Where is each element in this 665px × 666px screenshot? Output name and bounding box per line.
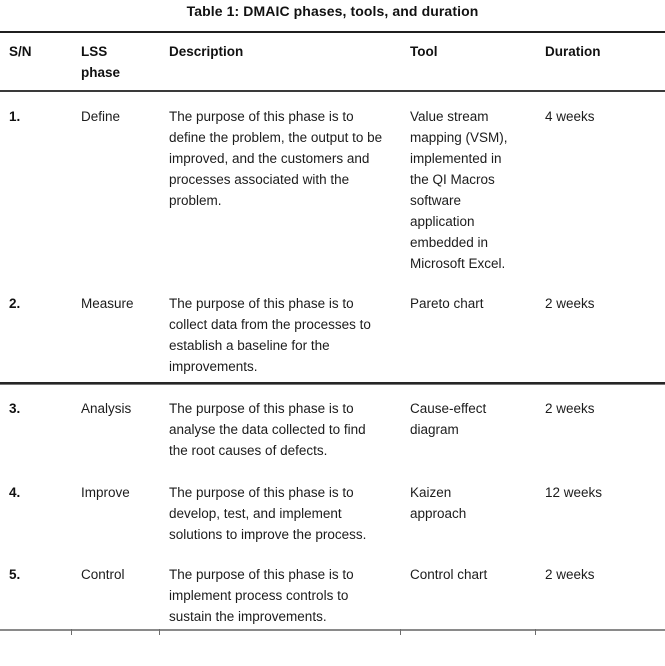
tool-text: Cause-effect diagram bbox=[410, 401, 487, 437]
description-text: The purpose of this phase is to define the problem, the output to be improved, and the customers and processes associated with the problem. bbox=[169, 109, 383, 208]
cell-duration: 2 weeks bbox=[545, 401, 595, 416]
table-bottom-rule bbox=[0, 629, 665, 631]
cell-description bbox=[160, 482, 392, 545]
tool-text: Value stream mapping (VSM), implemented in the QI Macros software application embedded in Microsoft Excel. bbox=[410, 109, 508, 271]
cell-sn: 1. bbox=[9, 109, 21, 124]
tool-text: Pareto chart bbox=[410, 296, 484, 311]
description-text: The purpose of this phase is to develop, test, and implement solutions to improve the process. bbox=[169, 485, 367, 542]
cell-description bbox=[160, 398, 392, 461]
cell-phase: Measure bbox=[81, 296, 134, 311]
table-row-measure bbox=[0, 293, 665, 382]
header-cell-duration bbox=[536, 41, 665, 83]
cell-description bbox=[160, 106, 392, 274]
header-cell-lss-phase bbox=[72, 41, 160, 83]
cell-duration: 2 weeks bbox=[545, 567, 595, 582]
cell-duration: 4 weeks bbox=[545, 109, 595, 124]
header-cell-tool bbox=[401, 41, 536, 83]
cell-tool bbox=[401, 398, 536, 461]
column-tick bbox=[400, 629, 401, 635]
table-header-row bbox=[0, 31, 665, 92]
description-text: The purpose of this phase is to implement process controls to sustain the improvements. bbox=[169, 567, 354, 624]
cell-tool bbox=[401, 482, 536, 545]
cell-description bbox=[160, 564, 392, 627]
cell-phase: Analysis bbox=[81, 401, 132, 416]
header-label-duration: Duration bbox=[545, 44, 601, 59]
cell-description bbox=[160, 293, 392, 377]
table-caption: Table 1: DMAIC phases, tools, and duration bbox=[186, 3, 479, 19]
header-label-lss-phase: LSS phase bbox=[81, 44, 121, 80]
header-label-sn: S/N bbox=[9, 44, 32, 59]
cell-phase: Control bbox=[81, 567, 125, 582]
cell-duration: 2 weeks bbox=[545, 296, 595, 311]
description-text: The purpose of this phase is to collect data from the processes to establish a baseline for the improvements. bbox=[169, 296, 371, 374]
column-tick bbox=[159, 629, 160, 635]
header-label-tool: Tool bbox=[410, 44, 438, 59]
column-tick bbox=[71, 629, 72, 635]
header-cell-sn bbox=[0, 41, 72, 83]
table-row-define bbox=[0, 92, 665, 293]
cell-sn: 3. bbox=[9, 401, 21, 416]
cell-duration: 12 weeks bbox=[545, 485, 603, 500]
table-row-control bbox=[0, 564, 665, 629]
description-text: The purpose of this phase is to analyse the data collected to find the root causes of defects. bbox=[169, 401, 366, 458]
cell-tool bbox=[401, 293, 536, 377]
tool-text: Kaizen approach bbox=[410, 485, 467, 521]
header-cell-description bbox=[160, 41, 401, 83]
cell-sn: 5. bbox=[9, 567, 21, 582]
cell-sn: 2. bbox=[9, 296, 21, 311]
tool-text: Control chart bbox=[410, 567, 488, 582]
cell-phase: Improve bbox=[81, 485, 130, 500]
cell-tool bbox=[401, 106, 536, 274]
cell-phase: Define bbox=[81, 109, 121, 124]
table-row-analysis bbox=[0, 385, 665, 482]
table-row-improve bbox=[0, 482, 665, 564]
column-tick bbox=[535, 629, 536, 635]
dmaic-table bbox=[0, 31, 665, 631]
cell-sn: 4. bbox=[9, 485, 21, 500]
header-label-description: Description bbox=[169, 44, 244, 59]
cell-tool bbox=[401, 564, 536, 627]
